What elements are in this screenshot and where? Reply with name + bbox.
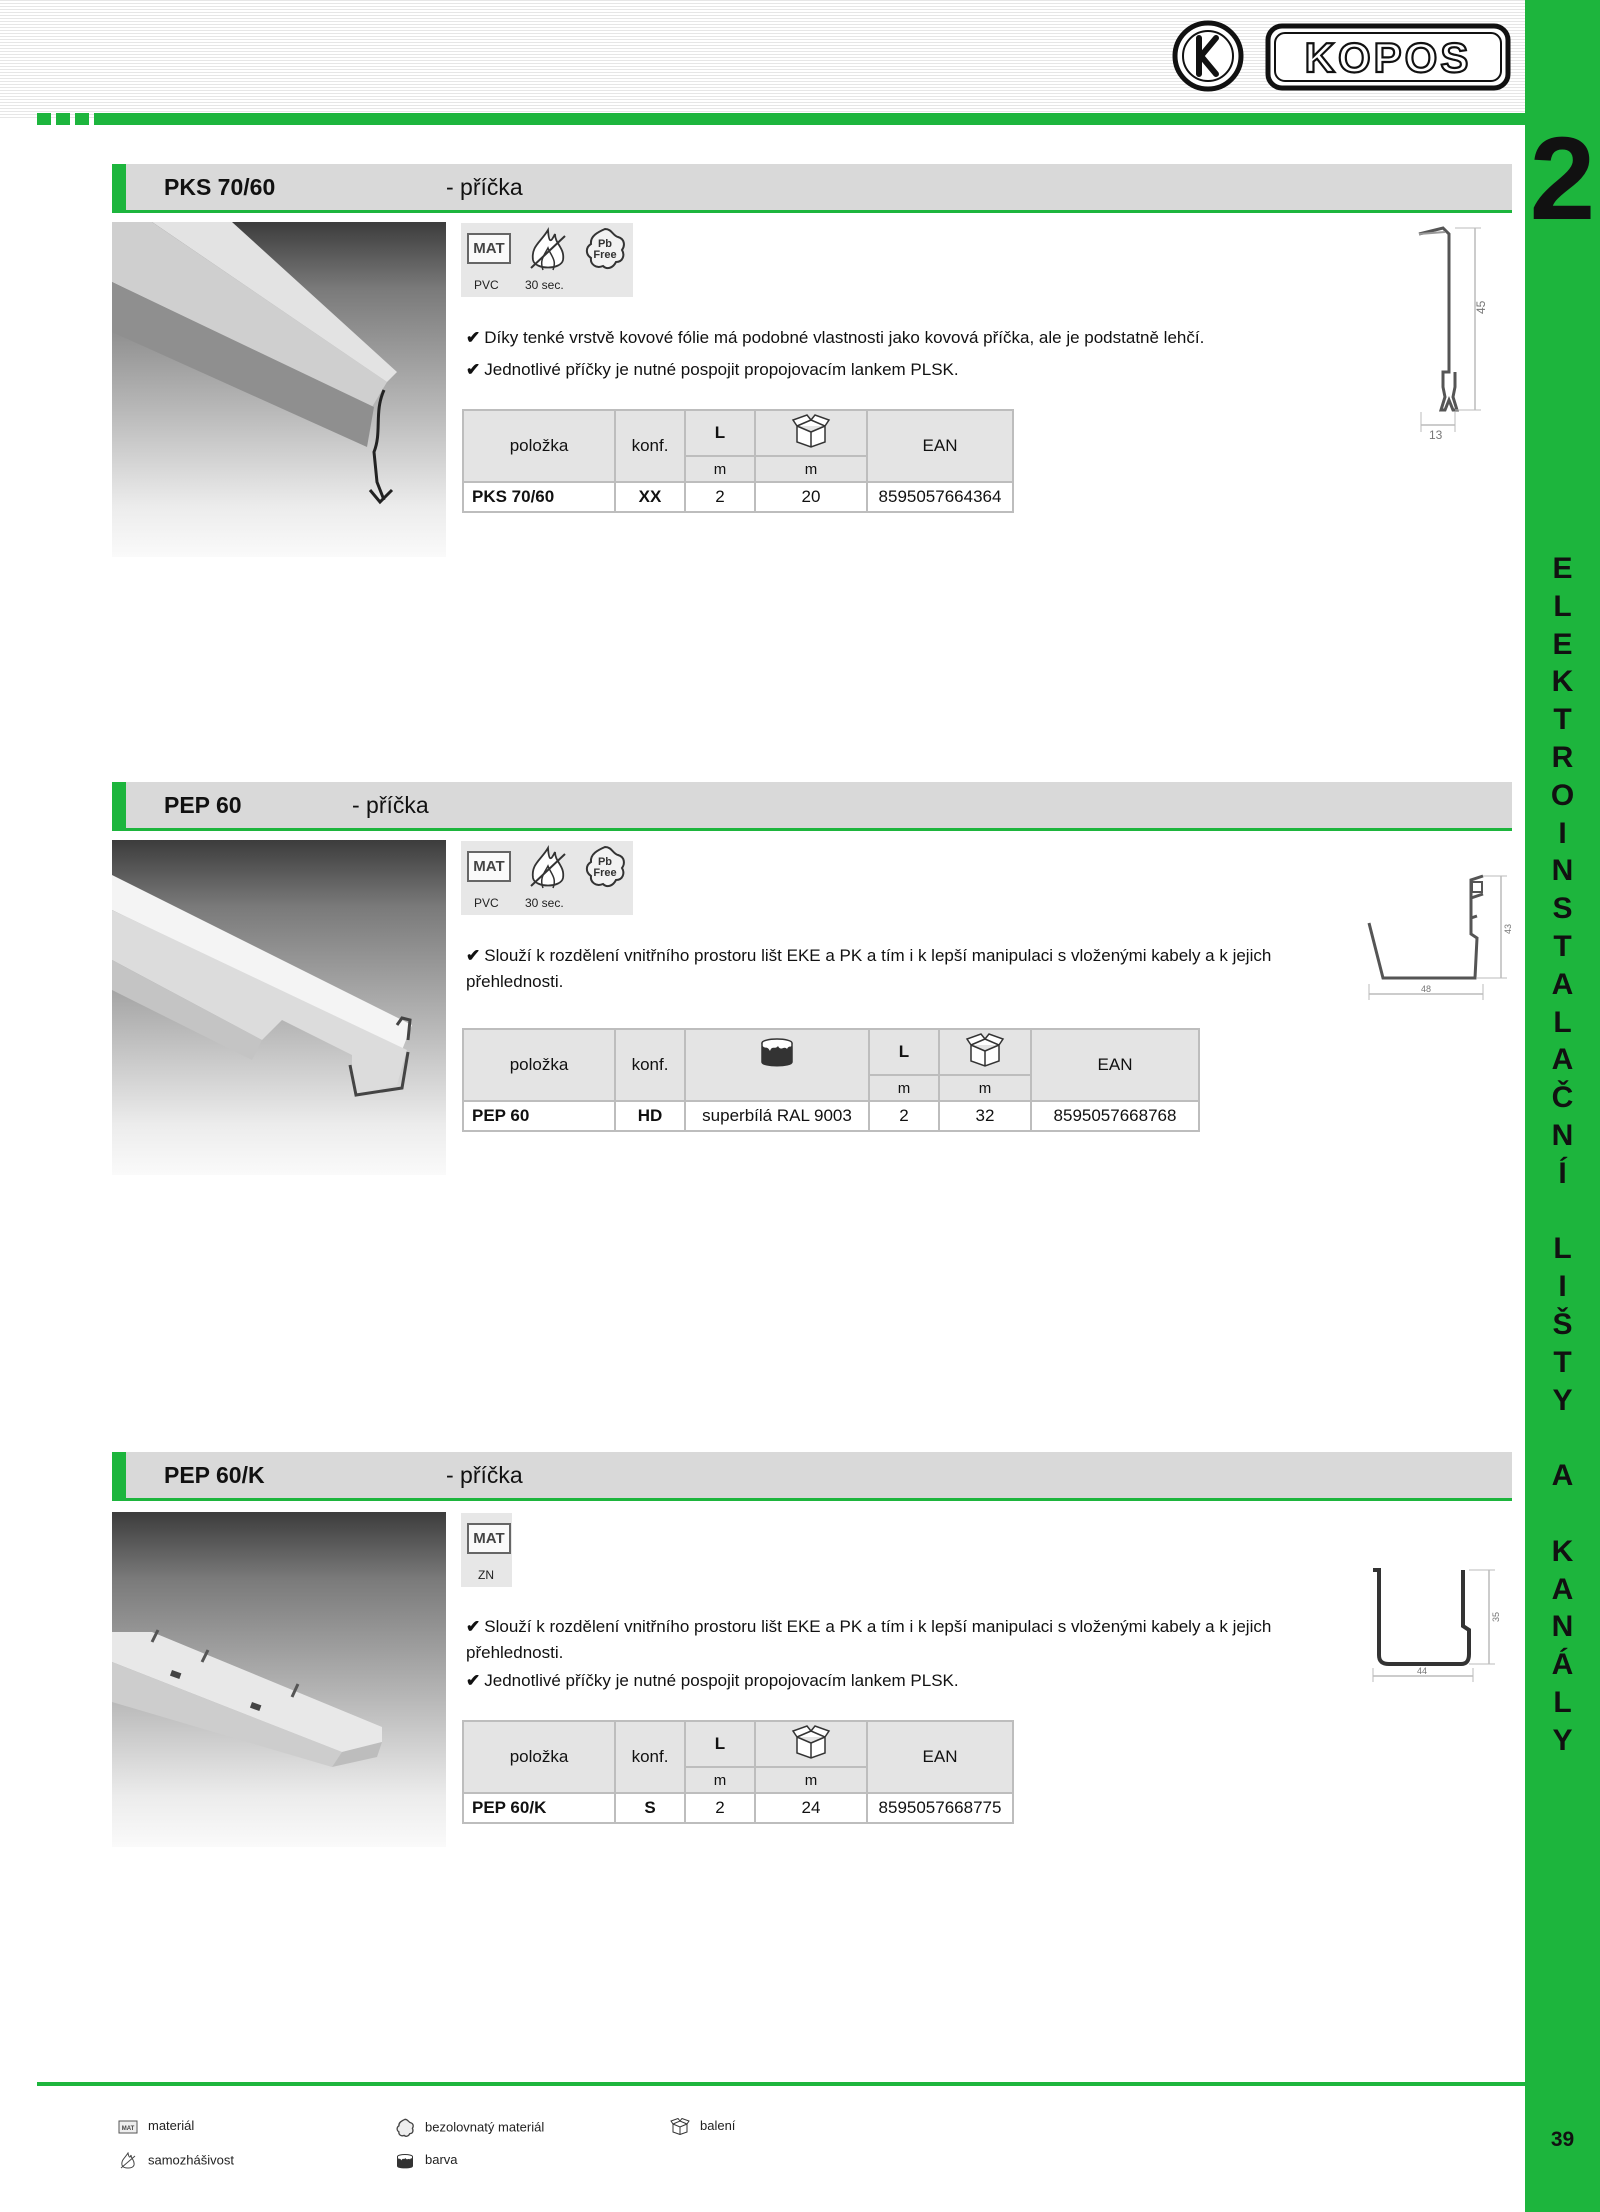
check-icon: ✔ — [466, 360, 481, 379]
table-row — [463, 1101, 1199, 1131]
property-icons — [461, 1513, 512, 1587]
box-icon — [670, 2118, 690, 2135]
material-icon — [118, 2120, 138, 2134]
chapter-title-letter: A — [1551, 1572, 1574, 1606]
product-table — [462, 1720, 1014, 1824]
cell-package: 32 — [939, 1101, 1031, 1131]
svg-text:48: 48 — [1421, 984, 1432, 994]
svg-text:MAT: MAT — [121, 2125, 135, 2132]
col-package — [755, 410, 867, 456]
feature-bullet: ✔ Jednotlivé příčky je nutné pospojit propojovacím lankem PLSK. — [466, 1671, 959, 1690]
unit-m: m — [939, 1075, 1031, 1101]
chapter-number: 2 — [1529, 113, 1596, 245]
product-subtitle: - příčka — [352, 792, 429, 818]
cell-item: PEP 60/K — [463, 1793, 615, 1823]
lead-free-icon — [582, 844, 628, 890]
unit-m: m — [755, 1767, 867, 1793]
property-icons — [461, 223, 633, 297]
product-table — [462, 1028, 1200, 1132]
svg-text:Pb: Pb — [597, 856, 613, 868]
chapter-title-letter: L — [1553, 589, 1572, 623]
col-length: L — [869, 1029, 939, 1075]
legend-package: balení — [670, 2118, 735, 2135]
product-code: PEP 60/K — [164, 1462, 265, 1488]
product-photo — [112, 840, 446, 1175]
cell-item: PKS 70/60 — [463, 482, 615, 512]
paint-can-icon — [757, 1036, 797, 1068]
cell-item: PEP 60 — [463, 1101, 615, 1131]
product-photo — [112, 222, 446, 557]
material-icon: MAT — [467, 1523, 511, 1554]
cell-length: 2 — [685, 1793, 755, 1823]
svg-text:44: 44 — [1417, 1666, 1428, 1676]
chapter-title-letter: Š — [1552, 1307, 1573, 1341]
box-icon — [791, 414, 831, 448]
feature-bullet: ✔ Díky tenké vrstvě kovové fólie má podobné vlastnosti jako kovová příčka, ale je podstatně lehčí. — [466, 328, 1205, 347]
material-label: PVC — [474, 896, 499, 910]
header-square — [75, 113, 89, 125]
col-item: položka — [463, 1029, 615, 1101]
col-length: L — [685, 410, 755, 456]
lead-free-icon — [582, 226, 628, 272]
svg-text:KOPOS: KOPOS — [1304, 34, 1472, 81]
chapter-title-letter: N — [1551, 1118, 1574, 1152]
col-conf: konf. — [615, 1029, 685, 1101]
product-table — [462, 409, 1014, 513]
chapter-title-letter: E — [1552, 552, 1573, 585]
kopos-logo — [1172, 18, 1512, 98]
table-row — [463, 482, 1013, 512]
self-extinguishing-icon — [525, 844, 571, 892]
section-title-bar — [112, 782, 1512, 831]
fire-label: 30 sec. — [525, 278, 564, 292]
cell-length: 2 — [869, 1101, 939, 1131]
legend-color: barva — [395, 2152, 458, 2169]
box-icon — [965, 1033, 1005, 1067]
chapter-title-letter: A — [1551, 967, 1574, 1001]
chapter-title-letter — [1525, 1495, 1600, 1533]
material-label: PVC — [474, 278, 499, 292]
svg-text:43: 43 — [1503, 923, 1513, 934]
lead-free-icon — [395, 2118, 415, 2138]
chapter-title-letter: K — [1551, 665, 1574, 699]
unit-m: m — [869, 1075, 939, 1101]
col-color — [685, 1029, 869, 1101]
header-green-bar — [104, 113, 1525, 125]
title-accent — [112, 164, 126, 213]
cell-ean: 8595057664364 — [867, 482, 1013, 512]
col-item: položka — [463, 410, 615, 482]
profile-drawing — [1365, 1560, 1515, 1685]
chapter-title-letter: Č — [1551, 1081, 1574, 1115]
legend-material: MAT materiál — [118, 2118, 194, 2134]
header-square — [56, 113, 70, 125]
legend-leadfree: bezolovnatý materiál — [395, 2118, 544, 2138]
chapter-title-letter: E — [1552, 627, 1573, 661]
product-photo — [112, 1512, 446, 1847]
material-label: ZN — [478, 1568, 494, 1582]
cell-conf: XX — [615, 482, 685, 512]
cell-ean: 8595057668768 — [1031, 1101, 1199, 1131]
page-number: 39 — [1550, 2128, 1575, 2151]
material-icon: MAT — [467, 851, 511, 882]
chapter-title-letter: R — [1551, 740, 1574, 774]
chapter-title-letter: Y — [1552, 1723, 1573, 1757]
section-title-bar — [112, 164, 1512, 213]
svg-text:13: 13 — [1429, 428, 1443, 442]
chapter-title-letter: T — [1553, 703, 1572, 737]
feature-bullet: ✔ Jednotlivé příčky je nutné pospojit propojovacím lankem PLSK. — [466, 360, 959, 379]
chapter-title-letter: Í — [1558, 1156, 1567, 1190]
profile-drawing — [1415, 222, 1525, 447]
chapter-title-letter: T — [1553, 1345, 1572, 1379]
chapter-title-letter: S — [1552, 892, 1573, 926]
col-package — [755, 1721, 867, 1767]
col-ean: EAN — [1031, 1029, 1199, 1101]
col-conf: konf. — [615, 1721, 685, 1793]
col-item: položka — [463, 1721, 615, 1793]
title-accent — [112, 1452, 126, 1501]
cell-package: 20 — [755, 482, 867, 512]
cell-length: 2 — [685, 482, 755, 512]
cell-conf: S — [615, 1793, 685, 1823]
product-code: PKS 70/60 — [164, 174, 276, 200]
chapter-title-letter — [1525, 1419, 1600, 1457]
chapter-title-letter: K — [1551, 1534, 1574, 1568]
unit-m: m — [755, 456, 867, 482]
unit-m: m — [685, 456, 755, 482]
svg-text:Free: Free — [593, 867, 617, 879]
cell-ean: 8595057668775 — [867, 1793, 1013, 1823]
check-icon: ✔ — [466, 1617, 481, 1636]
chapter-title-letter: N — [1551, 1610, 1574, 1644]
chapter-title-letter: Y — [1552, 1383, 1573, 1417]
self-extinguishing-icon — [118, 2152, 138, 2170]
paint-can-icon — [395, 2153, 415, 2169]
chapter-title-letter: O — [1550, 778, 1575, 812]
col-ean: EAN — [867, 1721, 1013, 1793]
chapter-title-letter: I — [1558, 816, 1567, 850]
cell-color: superbílá RAL 9003 — [685, 1101, 869, 1131]
header-square — [37, 113, 51, 125]
chapter-title-letter: Á — [1551, 1648, 1574, 1682]
profile-drawing — [1365, 868, 1525, 1008]
chapter-title-letter: L — [1553, 1232, 1572, 1266]
chapter-title-letter: L — [1553, 1685, 1572, 1719]
check-icon: ✔ — [466, 328, 481, 347]
chapter-title-letter: A — [1551, 1043, 1574, 1077]
chapter-title-letter — [1525, 1193, 1600, 1231]
feature-bullet: ✔ Slouží k rozdělení vnitřního prostoru lišt EKE a PK a tím i k lepší manipulaci s vloženými kabely a k jejich přehlednosti. — [466, 1617, 1272, 1662]
product-subtitle: - příčka — [446, 174, 523, 200]
title-accent — [112, 782, 126, 831]
unit-m: m — [685, 1767, 755, 1793]
cell-package: 24 — [755, 1793, 867, 1823]
header-square — [94, 113, 104, 125]
chapter-title-letter: A — [1551, 1459, 1574, 1493]
col-ean: EAN — [867, 410, 1013, 482]
self-extinguishing-icon — [525, 226, 571, 274]
chapter-title-letter: I — [1558, 1270, 1567, 1304]
fire-label: 30 sec. — [525, 896, 564, 910]
col-conf: konf. — [615, 410, 685, 482]
feature-bullet: ✔ Slouží k rozdělení vnitřního prostoru lišt EKE a PK a tím i k lepší manipulaci s vloženými kabely a k jejich přehlednosti. — [466, 946, 1272, 991]
col-length: L — [685, 1721, 755, 1767]
check-icon: ✔ — [466, 1671, 481, 1690]
svg-text:35: 35 — [1491, 1611, 1501, 1622]
box-icon — [791, 1725, 831, 1759]
svg-text:Pb: Pb — [597, 238, 613, 250]
svg-text:45: 45 — [1474, 300, 1488, 314]
chapter-title-letter: N — [1551, 854, 1574, 888]
section-title-bar — [112, 1452, 1512, 1501]
product-code: PEP 60 — [164, 792, 242, 818]
footer-line — [37, 2082, 1525, 2086]
check-icon: ✔ — [466, 946, 481, 965]
chapter-title-letter: T — [1553, 929, 1572, 963]
legend-selfext: samozhášivost — [118, 2152, 234, 2170]
cell-conf: HD — [615, 1101, 685, 1131]
col-package — [939, 1029, 1031, 1075]
table-row — [463, 1793, 1013, 1823]
product-subtitle: - příčka — [446, 1462, 523, 1488]
material-icon: MAT — [467, 233, 511, 264]
chapter-title-letter: L — [1553, 1005, 1572, 1039]
chapter-vertical-title — [1525, 550, 1600, 1760]
property-icons — [461, 841, 633, 915]
svg-text:Free: Free — [593, 249, 617, 261]
